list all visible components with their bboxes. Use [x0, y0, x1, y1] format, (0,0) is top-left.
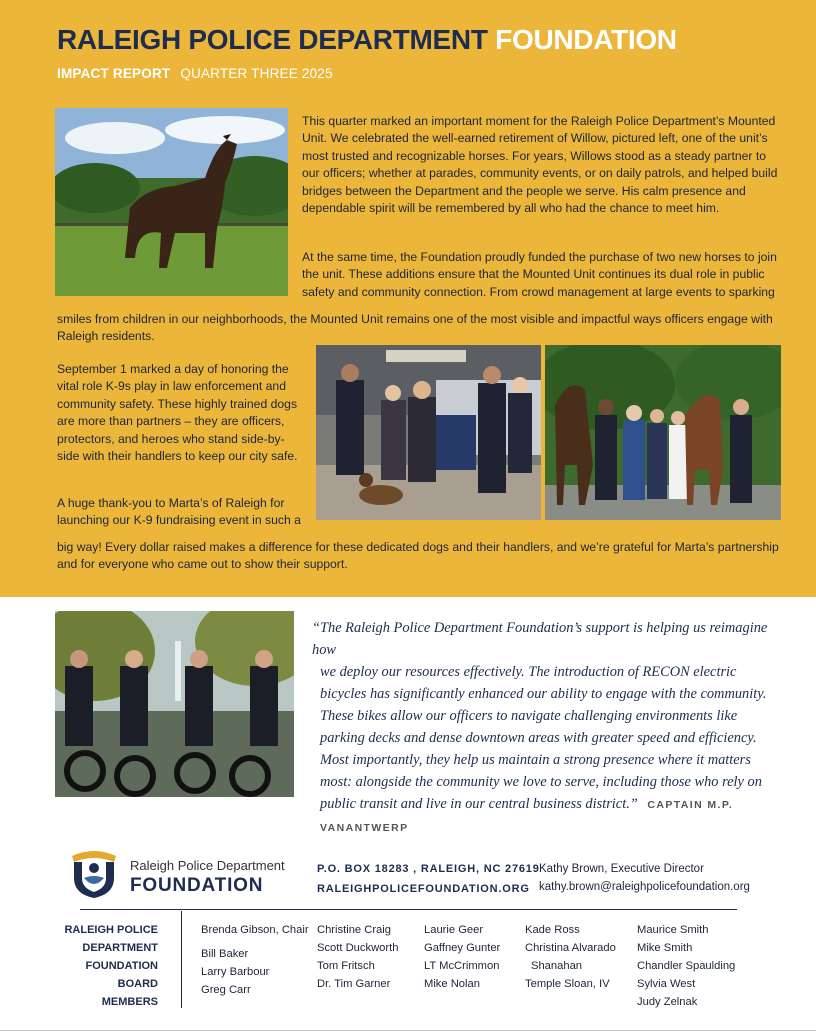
board-member: Shanahan — [531, 960, 583, 972]
horse-photo — [55, 108, 288, 296]
new-horses-photo — [545, 345, 781, 520]
board-member: Christina Alvarado — [525, 942, 616, 954]
quote-attribution: CAPTAIN M.P. VANANTWERP — [320, 799, 734, 834]
board-member: Mike Nolan — [424, 978, 480, 990]
quote-first-line: “The Raleigh Police Department Foundation’s support is helping us reimagine how — [312, 620, 768, 658]
board-member: Dr. Tim Garner — [317, 978, 391, 990]
subtitle-rest: QUARTER THREE 2025 — [180, 66, 333, 81]
board-member: Bill Baker — [201, 948, 249, 960]
executive-director: Kathy Brown, Executive Director — [539, 863, 704, 875]
thank-you-paragraph-continued: big way! Every dollar raised makes a difference for these dedicated dogs and their handlers, and we’re grateful for Marta’s partnership and for everyone who came out to show their support. — [57, 540, 779, 572]
new-horses-paragraph-continued: smiles from children in our neighborhoods, the Mounted Unit remains one of the most visible and impactful ways officers engage with Raleigh residents. — [57, 312, 773, 344]
thank-you-paragraph: A huge thank-you to Marta’s of Raleigh for launching our K-9 fundraising event in such a — [57, 496, 301, 528]
board-member: Gaffney Gunter — [424, 942, 501, 954]
board-member: Judy Zelnak — [637, 996, 698, 1008]
board-member: Maurice Smith — [637, 924, 709, 936]
title-main: RALEIGH POLICE DEPARTMENT — [57, 24, 488, 55]
website-link[interactable]: RALEIGHPOLICEFOUNDATION.ORG — [317, 883, 530, 895]
board-member: Scott Duckworth — [317, 942, 399, 954]
board-label — [60, 921, 158, 1011]
foundation-logo-icon — [68, 848, 120, 898]
board-member: Temple Sloan, IV — [525, 978, 610, 990]
board-label-line: RALEIGH POLICE — [64, 924, 158, 936]
board-label-line: DEPARTMENT — [82, 942, 158, 954]
mounted-unit-paragraph: This quarter marked an important moment for the Raleigh Police Department’s Mounted Unit. We celebrated the well-earned retirement of Willow, pictured left, one of the unit’s most trusted and recognizable horses. For years, Willows stood as a steady partner to our officers; whether at parades, community events, or on daily patrols, and helped build bridges between the Department and the people we serve. His calm presence and dependable spirit will be remembered by all who had the chance to meet him. — [302, 114, 778, 216]
board-chair: Brenda Gibson, Chair — [201, 924, 309, 936]
board-column-4 — [525, 921, 616, 993]
board-member: Christine Craig — [317, 924, 391, 936]
board-label-line: BOARD MEMBERS — [101, 978, 158, 1008]
recon-bikes-photo — [55, 611, 294, 797]
org-name-line2: FOUNDATION — [130, 875, 264, 896]
board-member: Greg Carr — [201, 984, 251, 996]
page-subtitle — [57, 66, 333, 81]
board-column-2 — [317, 921, 398, 993]
page-title — [57, 24, 677, 56]
board-divider — [181, 911, 182, 1008]
title-accent: FOUNDATION — [495, 24, 677, 55]
page-bottom-line — [0, 1030, 816, 1031]
captain-quote — [312, 617, 782, 839]
k9-paragraph: September 1 marked a day of honoring the vital role K-9s play in law enforcement and community safety. These highly trained dogs are more than partners – they are officers, protectors, and heroes who stand side-by-side with their handlers to keep our city safe. — [57, 362, 298, 464]
board-member: Chandler Spaulding — [637, 960, 736, 972]
board-label-line: FOUNDATION — [85, 960, 158, 972]
org-name-line1: Raleigh Police Department — [130, 858, 285, 873]
board-member: Sylvia West — [637, 978, 696, 990]
k9-event-photo — [316, 345, 541, 520]
quote-rest: we deploy our resources effectively. The introduction of RECON electric bicycles has significantly enhanced our ability to engage with the community. These bikes allow our officers to navigate challenging environments like parking decks and dense downtown areas with greater speed and efficiency. Most importantly, they help us maintain a strong presence where it matters most: alongside the community we love to serve, including those who rely on public transit and live in our central business district.” — [320, 664, 767, 812]
board-column-5 — [637, 921, 735, 1011]
board-member: LT McCrimmon — [424, 960, 500, 972]
board-member: Kade Ross — [525, 924, 580, 936]
board-member: Larry Barbour — [201, 966, 270, 978]
mailing-address: P.O. BOX 18283 , RALEIGH, NC 27619 — [317, 863, 540, 875]
quote-body — [312, 661, 782, 839]
new-horses-paragraph: At the same time, the Foundation proudly funded the purchase of two new horses to join the unit. These additions ensure that the Mounted Unit continues its dual role in public safety and community connection. From crowd management at large events to sparking — [302, 250, 777, 299]
footer-divider — [80, 909, 737, 910]
board-member: Tom Fritsch — [317, 960, 375, 972]
board-column-1 — [201, 921, 309, 999]
director-email[interactable]: kathy.brown@raleighpolicefoundation.org — [539, 881, 750, 893]
board-member: Laurie Geer — [424, 924, 484, 936]
board-column-3 — [424, 921, 500, 993]
subtitle-bold: IMPACT REPORT — [57, 66, 171, 81]
board-member: Mike Smith — [637, 942, 693, 954]
